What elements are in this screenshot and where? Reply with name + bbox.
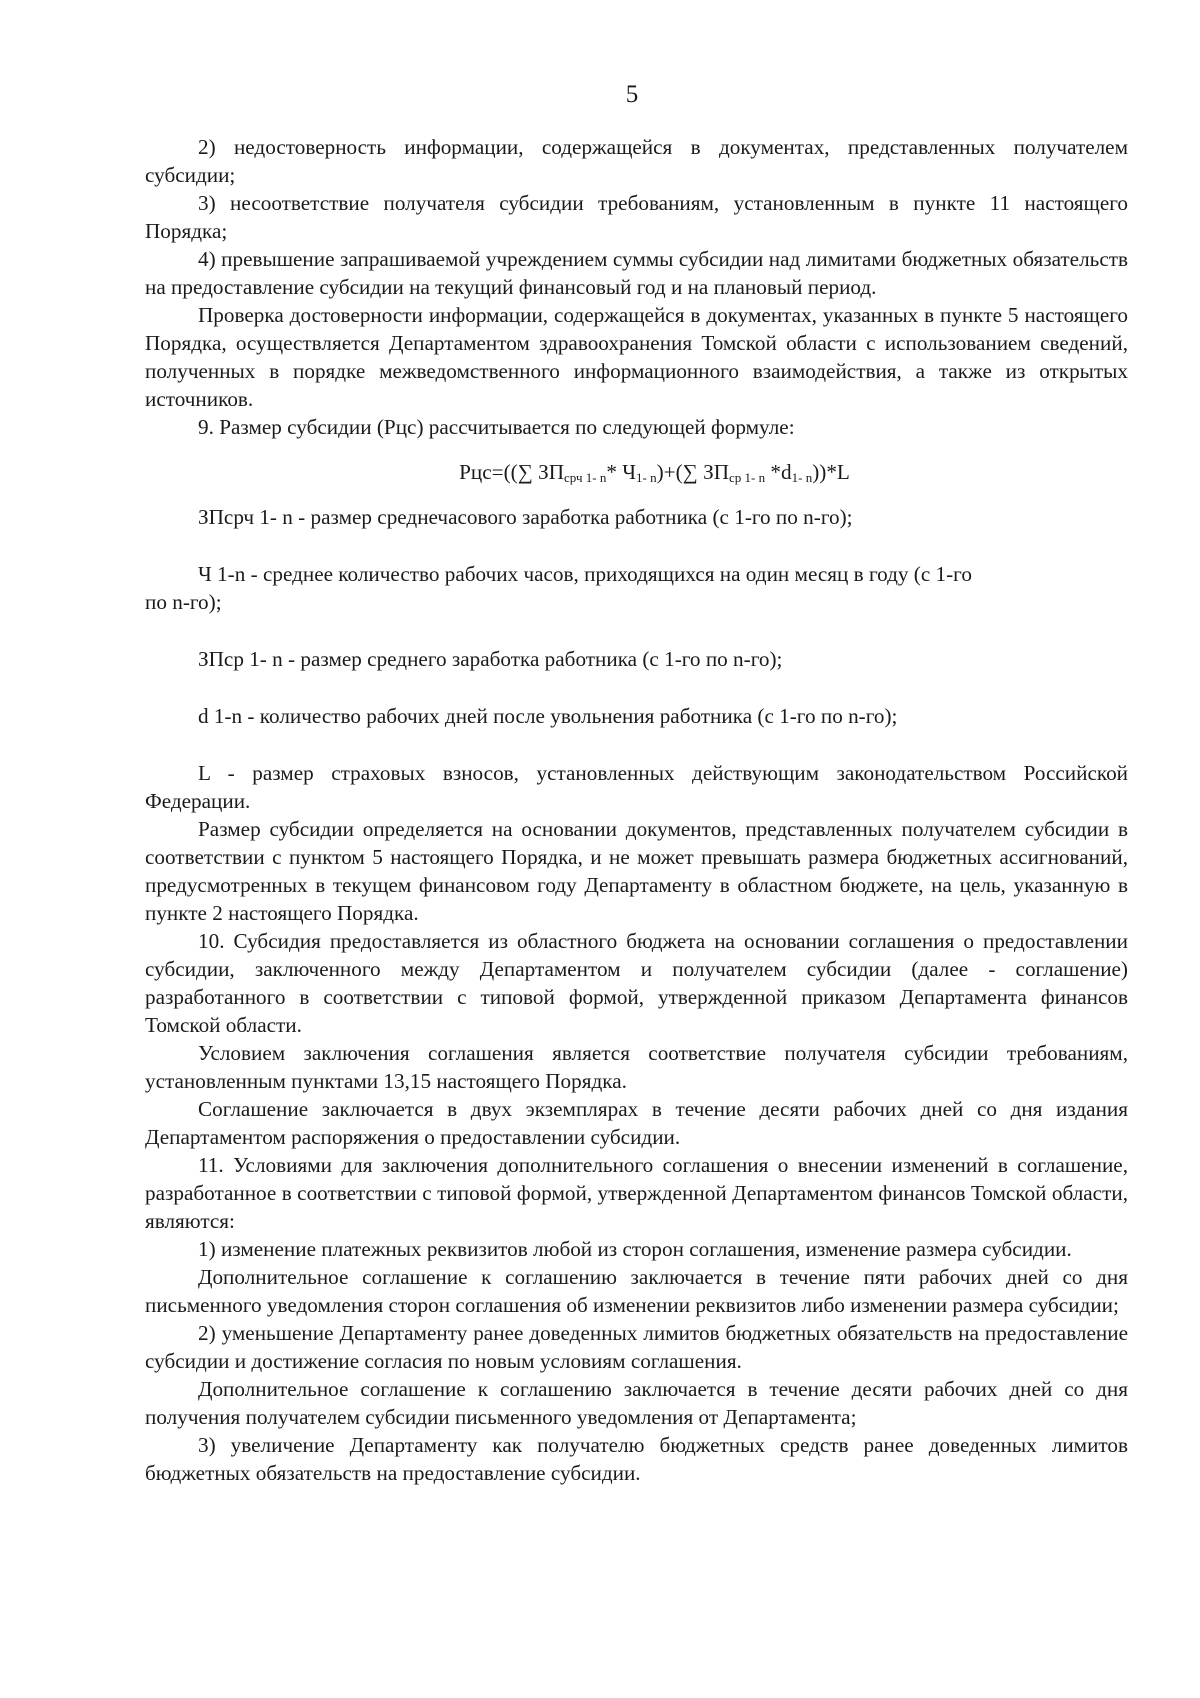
paragraph: 4) превышение запрашиваемой учреждением суммы субсидии над лимитами бюджетных обязательств на предоставление субсидии на текущий финансовый год и на плановый период.: [145, 247, 1128, 299]
paragraph: Соглашение заключается в двух экземплярах в течение десяти рабочих дней со дня издания Департаментом распоряжения о предоставлении субсидии.: [145, 1097, 1128, 1149]
paragraph: Проверка достоверности информации, содержащейся в документах, указанных в пункте 5 настоящего Порядка, осуществляется Департаментом здравоохранения Томской области с использованием сведений, полученных в порядке межведомственного информационного взаимодействия, а также из открытых источников.: [145, 303, 1128, 411]
formula-definition: L - размер страховых взносов, установленных действующим законодательством Российской Федерации.: [145, 761, 1128, 813]
formula-definition: ЗПср 1- n - размер среднего заработка работника (с 1-го по n-го);: [198, 647, 783, 671]
formula-part: * Ч: [606, 460, 637, 484]
paragraph: 3) увеличение Департаменту как получателю бюджетных средств ранее доведенных лимитов бюджетных обязательств на предоставление субсидии.: [145, 1433, 1128, 1485]
paragraph: 3) несоответствие получателя субсидии требованиям, установленным в пункте 11 настоящего Порядка;: [145, 191, 1128, 243]
paragraph: Дополнительное соглашение к соглашению заключается в течение пяти рабочих дней со дня письменного уведомления сторон соглашения об изменении реквизитов либо изменении размера субсидии;: [145, 1265, 1128, 1317]
formula-definition: ЗПсрч 1- n - размер среднечасового заработка работника (с 1-го по n-го);: [198, 505, 853, 529]
paragraph: Размер субсидии определяется на основании документов, представленных получателем субсидии в соответствии с пунктом 5 настоящего Порядка, и не может превышать размера бюджетных ассигнований, предусмотренных в текущем финансовом году Департаменту в областном бюджете, на цель, указанную в пункте 2 настоящего Порядка.: [145, 817, 1128, 925]
formula-subscript: ср 1- n: [729, 470, 766, 485]
paragraph: 2) уменьшение Департаменту ранее доведенных лимитов бюджетных обязательств на предоставление субсидии и достижение согласия по новым условиям соглашения.: [145, 1321, 1128, 1373]
paragraph: 1) изменение платежных реквизитов любой из сторон соглашения, изменение размера субсидии.: [198, 1237, 1072, 1261]
page-number: 5: [625, 81, 639, 108]
paragraph: Дополнительное соглашение к соглашению заключается в течение десяти рабочих дней со дня получения получателем субсидии письменного уведомления от Департамента;: [145, 1377, 1128, 1429]
formula-definition: d 1-n - количество рабочих дней после увольнения работника (с 1-го по n-го);: [198, 704, 898, 728]
formula-subscript: 1- n: [791, 470, 813, 485]
paragraph: 10. Субсидия предоставляется из областного бюджета на основании соглашения о предоставлении субсидии, заключенного между Департаментом и получателем субсидии (далее - соглашение) разработанного в соответствии с типовой формой, утвержденной приказом Департамента финансов Томской области.: [145, 929, 1128, 1037]
formula-subscript: срч 1- n: [564, 470, 607, 485]
formula-part: *d: [765, 460, 792, 484]
formula-definition: Ч 1-n - среднее количество рабочих часов, приходящихся на один месяц в году (с 1-го по n-го);: [145, 562, 972, 614]
paragraph: Условием заключения соглашения является соответствие получателя субсидии требованиям, установленным пунктами 13,15 настоящего Порядка.: [145, 1041, 1128, 1093]
paragraph: 2) недостоверность информации, содержащейся в документах, представленных получателем субсидии;: [145, 135, 1128, 187]
paragraph: 9. Размер субсидии (Рцс) рассчитывается по следующей формуле:: [198, 415, 795, 439]
formula-part: )+(∑ ЗП: [656, 460, 730, 484]
formula-part: Рцс=((∑ ЗП: [459, 460, 565, 484]
document-body: [145, 133, 1128, 1487]
subsidy-formula: [145, 458, 1128, 486]
formula-subscript: 1- n: [636, 470, 657, 485]
formula-part: ))*L: [812, 460, 850, 484]
paragraph: 11. Условиями для заключения дополнительного соглашения о внесении изменений в соглашение, разработанное в соответствии с типовой формой, утвержденной Департаментом финансов Томской области, являются:: [145, 1153, 1128, 1233]
